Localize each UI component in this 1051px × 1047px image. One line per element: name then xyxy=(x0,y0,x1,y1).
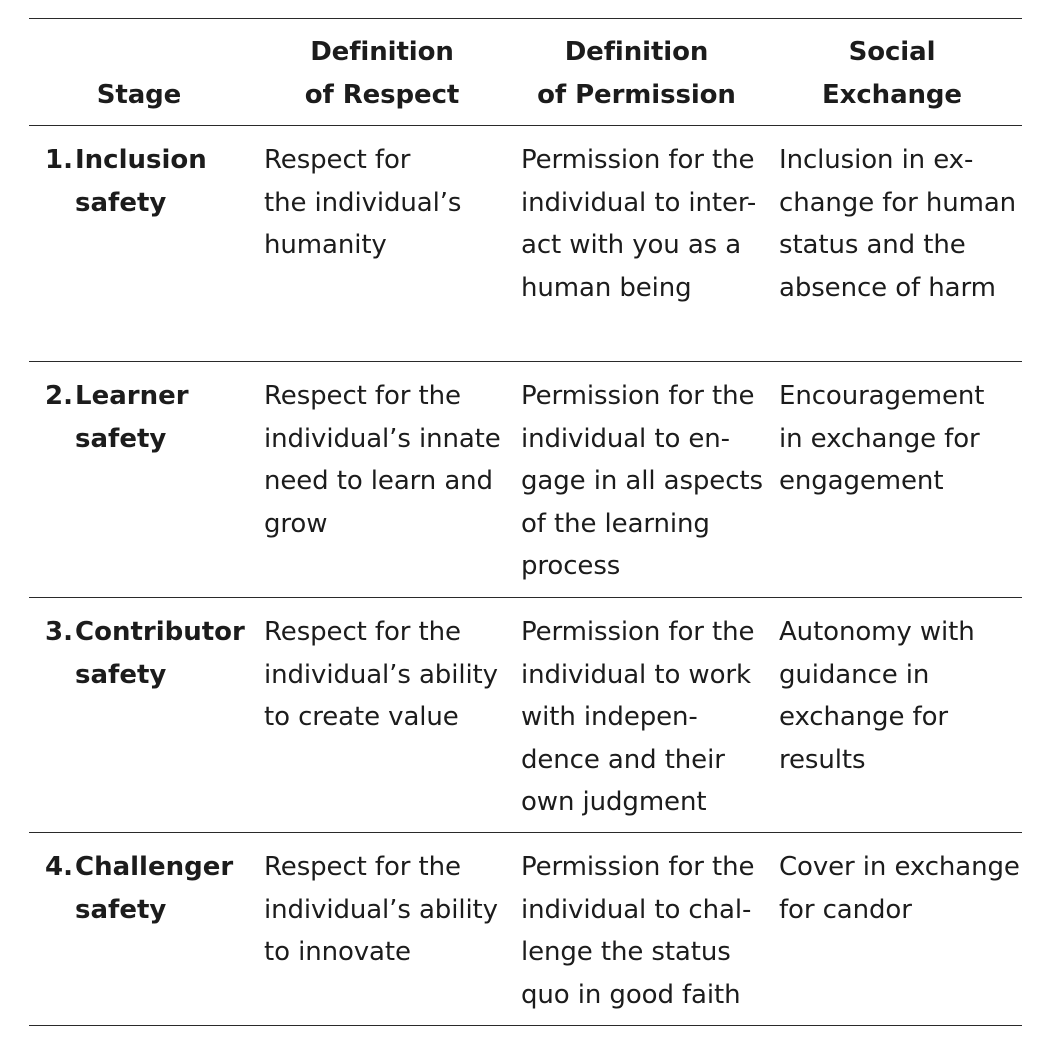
stage-number: 2. xyxy=(45,381,73,411)
social-exchange: Cover in exchange for candor xyxy=(779,852,1020,925)
stage-name: Contributor safety xyxy=(75,617,245,690)
permission-definition: Permission for the individual to work with indepen- dence and their own judgment xyxy=(521,617,755,818)
table-top-rule xyxy=(29,18,1022,19)
permission-definition: Permission for the individual to en- gage in all aspects of the learning process xyxy=(521,381,763,582)
header-definition-of-permission: Definition of Permission xyxy=(537,37,736,110)
permission-definition: Permission for the individual to chal- lenge the status quo in good faith xyxy=(521,852,755,1010)
stage-name: Challenger safety xyxy=(75,852,234,925)
header-social-exchange: Social Exchange xyxy=(822,37,962,110)
row-divider xyxy=(29,361,1022,362)
header-stage: Stage xyxy=(96,80,182,110)
stage-number: 1. xyxy=(45,145,73,175)
social-exchange: Encouragement in exchange for engagement xyxy=(779,381,985,497)
stage-number: 3. xyxy=(45,617,73,647)
header-bottom-rule xyxy=(29,125,1022,126)
table-bottom-rule xyxy=(29,1025,1022,1026)
row-divider xyxy=(29,832,1022,833)
respect-definition: Respect for the individual’s ability to innovate xyxy=(264,852,498,968)
stage-number: 4. xyxy=(45,852,73,882)
respect-definition: Respect for the individual’s ability to create value xyxy=(264,617,498,733)
respect-definition: Respect for the individual’s humanity xyxy=(264,145,462,261)
row-divider xyxy=(29,597,1022,598)
permission-definition: Permission for the individual to inter- act with you as a human being xyxy=(521,145,757,303)
social-exchange: Autonomy with guidance in exchange for results xyxy=(779,617,975,775)
stage-name: Inclusion safety xyxy=(75,145,207,218)
stage-name: Learner safety xyxy=(75,381,189,454)
header-definition-of-respect: Definition of Respect xyxy=(304,37,460,110)
respect-definition: Respect for the individual’s innate need to learn and grow xyxy=(264,381,501,539)
social-exchange: Inclusion in ex- change for human status and the absence of harm xyxy=(779,145,1017,303)
